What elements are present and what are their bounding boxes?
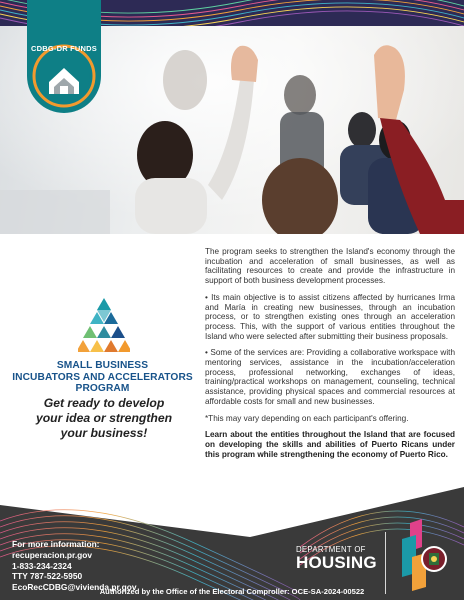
department-label: DEPARTMENT OF [296,545,366,554]
note-paragraph: *This may vary depending on each participant's offering. [205,413,409,423]
tty-number[interactable]: TTY 787-522-5950 [12,571,83,582]
call-to-action-paragraph: Learn about the entities throughout the Island that are focused on developing the skills and abilities of Puerto Ricans under this program while strengthening the economy of Puerto Rico. [205,430,455,459]
department-of-housing-logo [296,545,378,572]
phone-number[interactable]: 1-833-234-2324 [12,560,72,571]
program-title-line: INCUBATORS AND ACCELERATORS [12,371,193,383]
housing-label: HOUSING [296,553,377,572]
objective-paragraph: • Its main objective is to assist citizens affected by hurricanes Irma and María in creating new businesses, through an incubation process, or to strengthen existing ones through an acceleration process. This, with the support of various entities throughout the Island who were selected after submitting their business proposals. [205,292,455,341]
services-paragraph: • Some of the services are: Providing a collaborative workspace with mentoring services, assistance in the incubation/acceleration process, professional networking, exchanges of ideas, training/practical workshops on management, counseling, technical assistance, providing physical spaces and commercial resources at affordable costs for small and new businesses. [205,348,455,406]
contact-info [12,539,137,593]
tagline-line: Get ready to develop [43,396,165,410]
logo-divider [385,532,386,594]
tagline-line: your idea or strengthen [35,411,173,425]
website-link[interactable]: recuperacion.pr.gov [12,549,93,560]
tagline-line: your business! [60,426,148,440]
program-description [205,247,455,466]
authorization-notice: Authorized by the Office of the Electoral Comproller: OCE-SA-2024-00522 [99,587,365,596]
puerto-rico-seal-icon [396,517,456,593]
cdbg-dr-funds-badge [27,0,101,113]
hero-photo [0,0,464,234]
badge-text: CDBG-DR FUNDS [31,44,97,53]
contact-title: For more information: [12,539,100,549]
program-title-line: PROGRAM [75,383,130,394]
program-title-line: SMALL BUSINESS [56,360,149,371]
tagline [4,396,204,441]
program-logo-pyramid-icon [78,296,130,356]
email-link[interactable]: EcoRecCDBG@vivienda.pr.gov [12,582,137,593]
intro-paragraph: The program seeks to strengthen the Island's economy through the incubation and acceleration of small businesses, as well as facilitating resources to create and provide the infrastructure in support of both business development processes. [205,247,455,286]
program-title [0,360,205,395]
